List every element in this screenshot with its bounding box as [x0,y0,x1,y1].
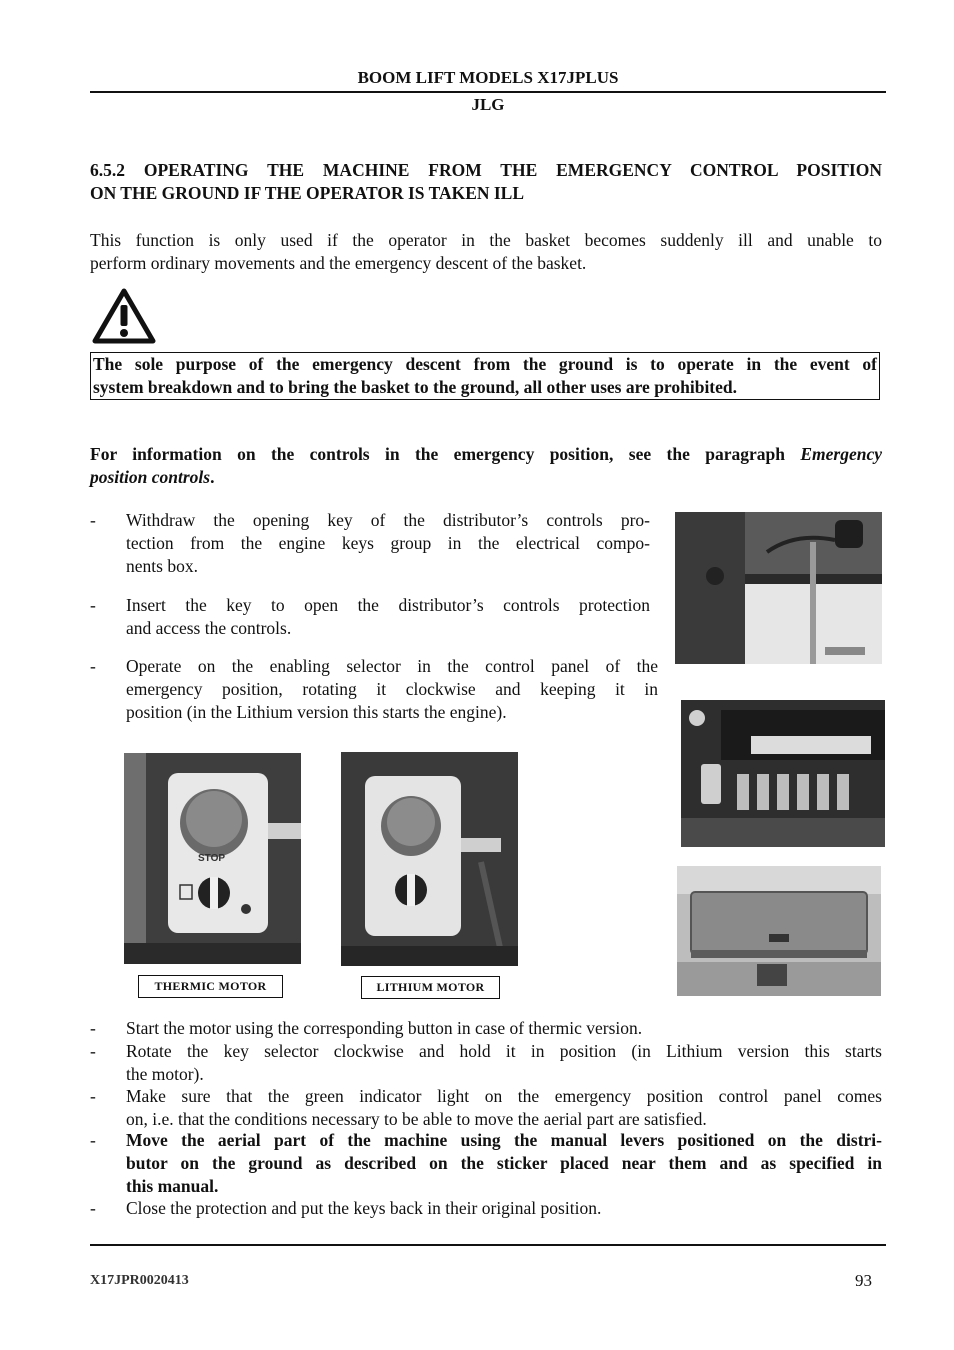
bullet-dash: - [90,656,96,676]
header-rule [90,91,886,93]
bullet-dash: - [90,595,96,615]
warning-box [90,352,880,400]
list-item [90,1040,882,1086]
document-code: X17JPR0020413 [90,1273,189,1288]
lithium-panel-photo [341,752,518,966]
list-item-line: the motor). [126,1064,204,1084]
lithium-motor-caption: LITHIUM MOTOR [361,976,500,999]
list-item [90,1085,882,1131]
list-item-line: Rotate the key selector clockwise and hold it in position (in Lithium version this starts [126,1041,882,1061]
brand-name: JLG [471,95,505,114]
section-heading-line1: 6.5.2 OPERATING THE MACHINE FROM THE EMERGENCY CONTROL POSITION [90,160,882,180]
list-item-line: nents box. [126,556,198,576]
info-line1-italic: Emergency [800,444,882,464]
footer-rule [90,1244,886,1246]
thermic-motor-caption: THERMIC MOTOR [138,975,283,998]
list-item-line: and access the controls. [126,618,292,638]
info-line1 [90,443,882,466]
list-item-line: Start the motor using the corresponding button in case of thermic version. [126,1018,643,1038]
section-heading-line2: ON THE GROUND IF THE OPERATOR IS TAKEN ILL [90,183,525,203]
key-location-photo [675,512,882,664]
bullet-dash: - [90,1130,96,1150]
bullet-dash: - [90,1041,96,1061]
warning-line1: The sole purpose of the emergency descent from the ground is to operate in the event of [93,354,877,374]
info-line2 [90,466,882,489]
list-item-line: Close the protection and put the keys back in their original position. [126,1198,602,1218]
intro-line1: This function is only used if the operator in the basket becomes suddenly ill and unable to [90,230,882,250]
warning-triangle-icon [92,288,156,344]
list-item [90,509,650,579]
info-line2-end: . [210,467,215,487]
list-item-line: Insert the key to open the distributor’s controls protection [126,595,650,615]
document-title: BOOM LIFT MODELS X17JPLUS [357,68,619,87]
bullet-dash: - [90,510,96,530]
warning-line2: system breakdown and to bring the basket to the ground, all other uses are prohibited. [93,377,738,397]
list-item-line: tection from the engine keys group in the electrical compo- [126,533,650,553]
list-item-line: Move the aerial part of the machine using the manual levers positioned on the distri- [126,1130,882,1150]
list-item-line: this manual. [126,1176,219,1196]
bullet-dash: - [90,1198,96,1218]
intro-line2: perform ordinary movements and the emergency descent of the basket. [90,253,587,273]
list-item-line: Withdraw the opening key of the distributor’s controls pro- [126,510,650,530]
bullet-dash: - [90,1018,96,1038]
list-item-line: Operate on the enabling selector in the control panel of the [126,656,658,676]
info-line2-italic: position controls [90,467,211,487]
list-item-line: on, i.e. that the conditions necessary to be able to move the aerial part are satisfied. [126,1109,707,1129]
list-item [90,1017,882,1040]
list-item [90,1197,882,1220]
thermic-panel-photo [124,753,301,964]
list-item [90,594,650,640]
stop-label: STOP [198,853,226,864]
list-item-line: emergency position, rotating it clockwise and keeping it in [126,679,658,699]
list-item [90,1129,882,1198]
distributor-photo [681,700,885,847]
list-item-line: position (in the Lithium version this starts the engine). [126,702,507,722]
bullet-dash: - [90,1086,96,1106]
list-item [90,655,658,725]
list-item-line: butor on the ground as described on the sticker placed near them and as specified in [126,1153,882,1173]
info-line1-lead: For information on the controls in the emergency position, see the paragraph [90,444,785,464]
page-number: 93 [855,1271,872,1290]
protection-cover-photo [677,866,881,996]
list-item-line: Make sure that the green indicator light on the emergency position control panel comes [126,1086,882,1106]
